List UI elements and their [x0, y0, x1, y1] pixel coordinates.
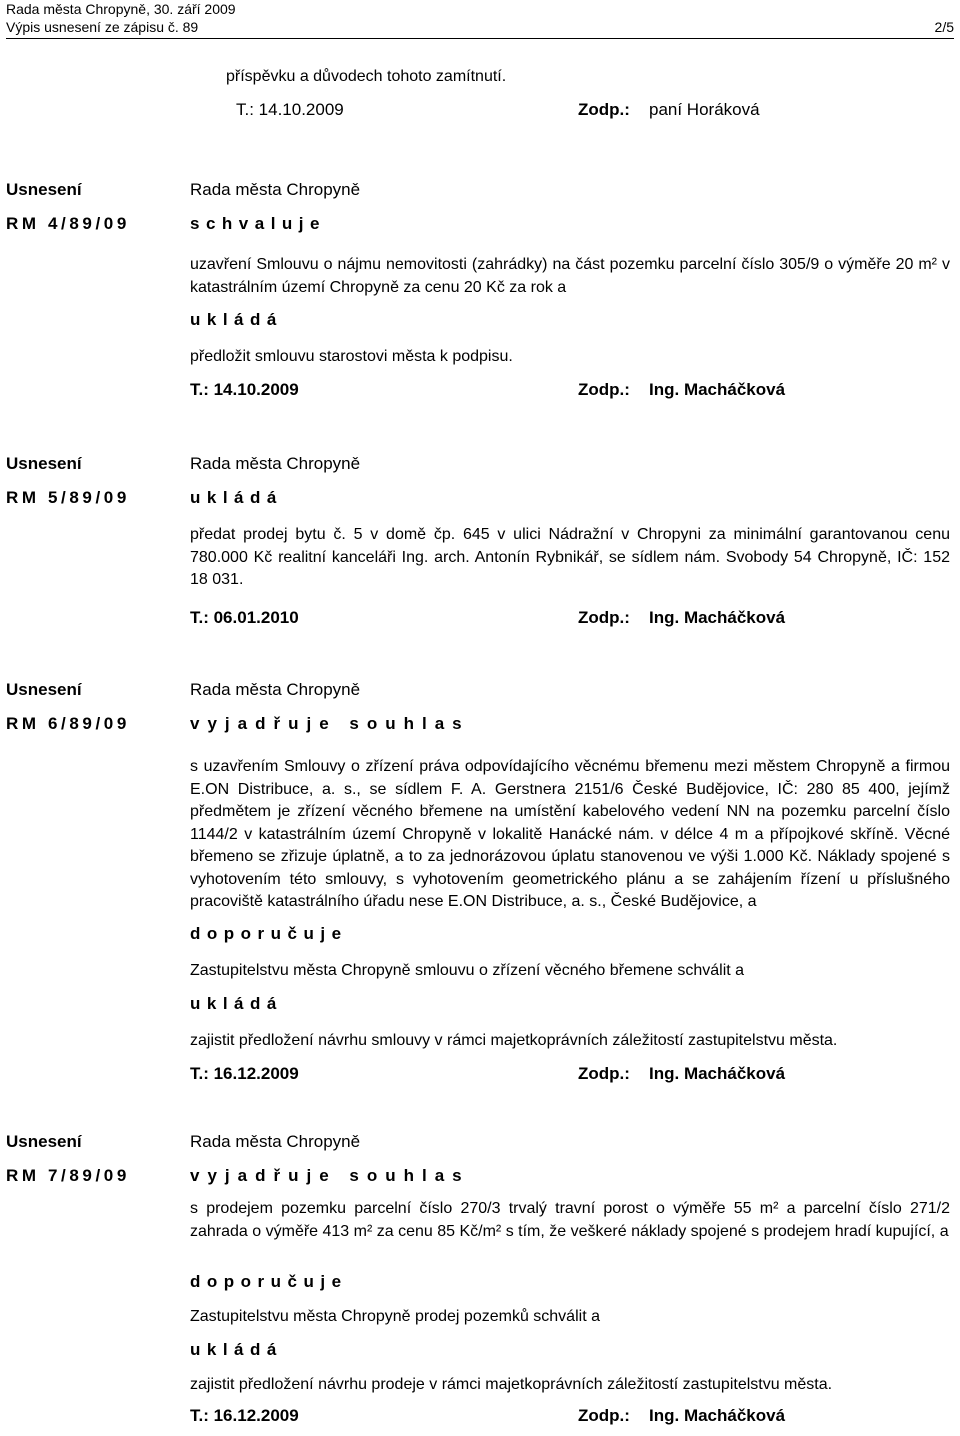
council-name: Rada města Chropyně — [190, 454, 361, 473]
council-name: Rada města Chropyně — [190, 1132, 361, 1151]
resolution-number: RM 7/89/09 — [6, 1166, 130, 1185]
continued-text: příspěvku a důvodech tohoto zamítnutí. — [226, 68, 507, 85]
resolution-text: předat prodej bytu č. 5 v domě čp. 645 v ulici Nádražní v Chropyni za minimální garantovanou cenu 780.000 Kč realitní kanceláři Ing. arch. Antonín Rybnikář, se sídlem nám. Svobody 54 Chropyně, IČ: 152 18 031. — [190, 526, 950, 588]
header-divider — [6, 38, 954, 39]
page-header — [6, 0, 954, 36]
term-line — [190, 608, 950, 632]
verb-assigns: ukládá — [190, 488, 283, 507]
continued-resolution — [6, 66, 950, 124]
resolution-text: s uzavřením Smlouvy o zřízení práva odpovídajícího věcnému břemenu mezi městem Chropyně a firmou E.ON Distribuce, a. s., se sídlem F. A. Gerstnera 2151/6 České Budějovice, IČ: 280 85 400, jejímž předmětem je zřízení věcného břemene na umístění kabelového vedení NN na pozemku parcelní číslo 1144/2 v katastrálním území Chropyně v lokalitě Hanácké nám. v délce 4 m a přípojkové skříně. Věcné břemeno se zřizuje úplatně, a to za jednorázovou úplatu stanovenou ve výši 1.000 Kč. Náklady spojené s vyhotovením této smlouvy, s vyhotovením geometrického plánu a se zahájením řízení u příslušného pracoviště katastrálního úřadu nese E.ON Distribuce, a. s., České Budějovice, a — [190, 758, 950, 910]
responsible-label: Zodp.: — [578, 1406, 630, 1425]
resolution-rm-5 — [6, 454, 950, 632]
responsible-person: Ing. Macháčková — [649, 608, 786, 627]
resolution-heading: Usnesení — [6, 180, 82, 199]
term-date: T.: 16.12.2009 — [190, 1406, 299, 1425]
resolution-number: RM 6/89/09 — [6, 714, 130, 733]
header-subtitle: Výpis usnesení ze zápisu č. 89 — [6, 19, 199, 35]
term-line — [190, 380, 950, 404]
term-line — [190, 1064, 950, 1088]
assignment-text: zajistit předložení návrhu smlouvy v rámci majetkoprávních záležitostí zastupitelstvu města. — [190, 1032, 838, 1049]
term-date: T.: 14.10.2009 — [190, 380, 299, 399]
term-date: T.: 06.01.2010 — [190, 608, 299, 627]
header-title: Rada města Chropyně, 30. září 2009 — [6, 1, 236, 17]
resolution-heading: Usnesení — [6, 1132, 82, 1151]
responsible-person: Ing. Macháčková — [649, 380, 786, 399]
resolution-rm-6 — [6, 680, 950, 1088]
recommendation-text: Zastupitelstvu města Chropyně prodej pozemků schválit a — [190, 1308, 600, 1325]
resolution-heading: Usnesení — [6, 454, 82, 473]
resolution-number: RM 4/89/09 — [6, 214, 130, 233]
resolution-number: RM 5/89/09 — [6, 488, 130, 507]
responsible-person: paní Horáková — [649, 100, 760, 119]
verb-recommends: doporučuje — [190, 924, 348, 943]
responsible-person: Ing. Macháčková — [649, 1064, 786, 1083]
council-name: Rada města Chropyně — [190, 680, 361, 699]
page-number: 2/5 — [934, 19, 954, 35]
recommendation-text: Zastupitelstvu města Chropyně smlouvu o zřízení věcného břemene schválit a — [190, 962, 745, 979]
resolution-rm-7 — [6, 1132, 950, 1430]
term-date: T.: 14.10.2009 — [236, 100, 344, 119]
assignment-text: zajistit předložení návrhu prodeje v rámci majetkoprávních záležitostí zastupitelstvu města. — [190, 1376, 833, 1393]
term-line — [190, 1406, 950, 1430]
responsible-person: Ing. Macháčková — [649, 1406, 786, 1425]
verb-agrees: vyjadřuje souhlas — [190, 714, 470, 733]
resolution-text: s prodejem pozemku parcelní číslo 270/3 trvalý travní porost o výměře 55 m² a parcelní číslo 271/2 zahrada o výměře 413 m² za cenu 85 Kč/m² s tím, že veškeré náklady spojené s prodejem hradí kupující, a — [190, 1200, 950, 1240]
verb-assigns: ukládá — [190, 310, 283, 329]
verb-recommends: doporučuje — [190, 1272, 348, 1291]
resolution-text: uzavření Smlouvu o nájmu nemovitosti (zahrádky) na část pozemku parcelní číslo 305/9 o výměře 20 m² v katastrálním území Chropyně za cenu 20 Kč za rok a — [190, 256, 950, 296]
verb-approves: schvaluje — [190, 214, 326, 233]
term-line — [236, 100, 950, 124]
verb-assigns: ukládá — [190, 994, 283, 1013]
assignment-text: předložit smlouvu starostovi města k podpisu. — [190, 348, 513, 365]
verb-assigns: ukládá — [190, 1340, 283, 1359]
term-date: T.: 16.12.2009 — [190, 1064, 299, 1083]
responsible-label: Zodp.: — [578, 380, 630, 399]
council-name: Rada města Chropyně — [190, 180, 361, 199]
responsible-label: Zodp.: — [578, 100, 630, 119]
verb-agrees: vyjadřuje souhlas — [190, 1166, 470, 1185]
responsible-label: Zodp.: — [578, 1064, 630, 1083]
resolution-heading: Usnesení — [6, 680, 82, 699]
responsible-label: Zodp.: — [578, 608, 630, 627]
resolution-rm-4 — [6, 180, 950, 404]
